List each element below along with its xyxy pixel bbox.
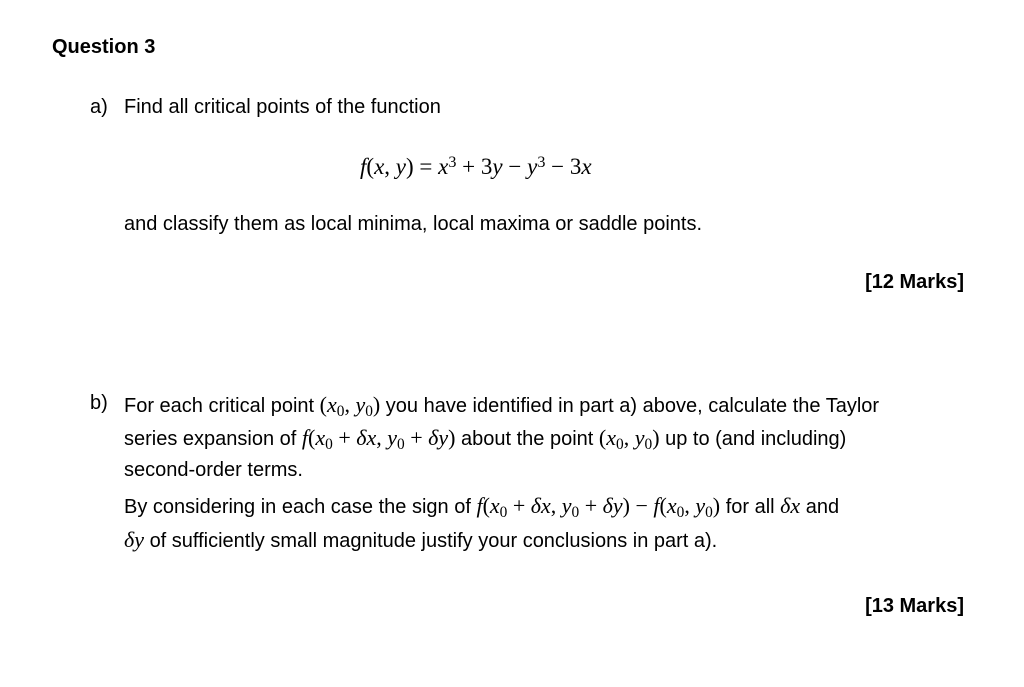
part-b-label: b) [90, 392, 108, 414]
part-b-line2-post: up to (and including) [665, 428, 847, 450]
part-a-label: a) [90, 96, 108, 118]
part-a-marks: [12 Marks] [865, 271, 964, 293]
question-title: Question 3 [52, 36, 156, 58]
taylor-expr: $f(x_0 + \delta x$, $y_0 + \delta y$) [301, 425, 456, 453]
part-b-marks: [13 Marks] [865, 595, 964, 617]
part-b-line4-pre: By considering in each case the sign of [124, 496, 471, 518]
part-b-line-4 [124, 493, 839, 519]
part-b-line-1 [124, 392, 879, 418]
part-b-line1-post: you have identified in part a) above, calculate the Taylor [385, 395, 880, 417]
part-b-line4-post: and [805, 496, 840, 518]
delta-y-symbol: δy [124, 527, 144, 552]
part-b-line4-mid: for all [725, 496, 775, 518]
difference-expr: $f(x_0 + \delta x$, $y_0 + \delta y) - f(x_0$, $y_0$) [476, 493, 721, 521]
part-b-line2-mid: about the point [461, 428, 594, 450]
part-b-line-3: second-order terms. [124, 459, 303, 481]
function-equation: f(x, $y) = x^3 + 3y - y^3 - 3x$ [360, 153, 592, 179]
delta-x-symbol: δx [780, 493, 801, 518]
part-b-line2-pre: series expansion of [124, 428, 297, 450]
critical-point-expr: ($x_0$, $y_0$) [319, 392, 381, 420]
part-b-line1-pre: For each critical point [124, 395, 315, 417]
part-b-line-2 [124, 425, 846, 451]
about-point-expr: ($x_0$, $y_0$) [598, 425, 660, 453]
part-b-line-5 [124, 527, 717, 553]
part-a-intro: Find all critical points of the function [124, 96, 441, 118]
part-b-line5-post: of sufficiently small magnitude justify your conclusions in part a). [149, 530, 718, 552]
part-a-classify-text: and classify them as local minima, local maxima or saddle points. [124, 213, 703, 235]
